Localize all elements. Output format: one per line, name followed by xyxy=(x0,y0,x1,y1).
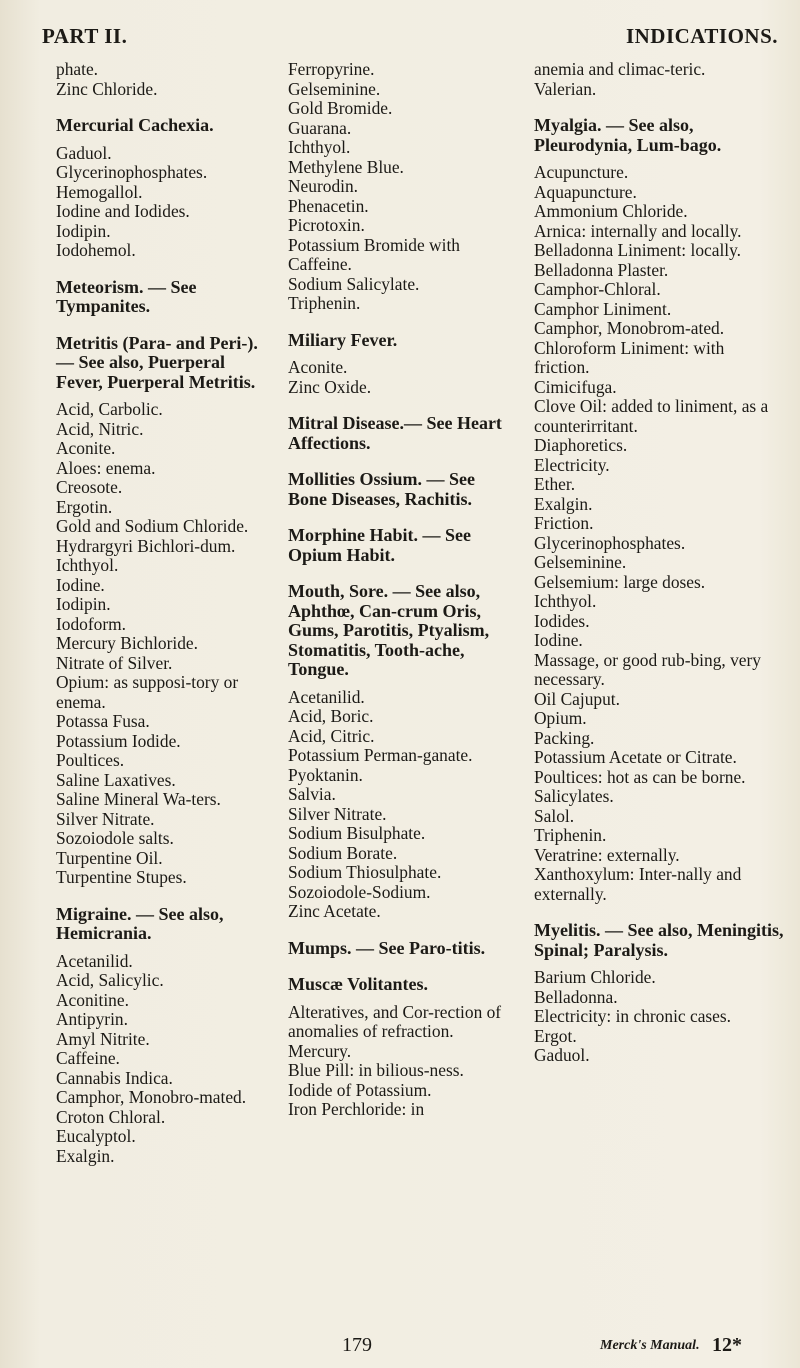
remedy-item: Glycerinophosphates. xyxy=(534,532,686,553)
remedy-item: Exalgin. xyxy=(56,1145,115,1166)
remedy-item: Gaduol. xyxy=(534,1045,590,1065)
remedy-item: Salvia. xyxy=(288,784,336,804)
remedy-item: Gaduol. xyxy=(56,142,112,163)
remedy-item: Gelseminine. xyxy=(288,78,381,99)
remedy-item: Ichthyol. xyxy=(56,555,119,575)
index-entry xyxy=(288,582,518,922)
remedy-item: Barium Chloride. xyxy=(534,967,656,987)
remedy-item: Eucalyptol. xyxy=(56,1126,136,1146)
entry-heading: Mollities Ossium. — See Bone Diseases, Rachitis. xyxy=(288,469,475,509)
index-entry xyxy=(288,939,518,959)
remedy-item: Iodipin. xyxy=(56,594,111,614)
remedy-item: Xanthoxylum: Inter-nally and externally. xyxy=(534,864,742,904)
remedy-item: Camphor-Chloral. xyxy=(534,279,661,299)
remedy-item: Zinc Oxide. xyxy=(288,376,372,397)
remedy-item: Potassa Fusa. xyxy=(56,711,150,731)
remedy-item: Neurodin. xyxy=(288,176,359,196)
entry-heading: Mitral Disease.— See Heart Affections. xyxy=(288,413,502,453)
remedy-item: Hydrargyri Bichlori-dum. xyxy=(56,535,236,556)
index-entry xyxy=(56,116,276,261)
remedy-item: Electricity. xyxy=(534,454,610,475)
remedy-item: Cannabis Indica. xyxy=(56,1067,173,1088)
remedy-item: Salicylates. xyxy=(534,786,614,806)
remedy-item: Camphor, Monobro-mated. xyxy=(56,1087,247,1107)
remedy-item: Sozoiodole-Sodium. xyxy=(288,881,431,902)
remedy-item: anemia and climac-teric. xyxy=(534,59,706,79)
entry-heading: Mumps. — See Paro-titis. xyxy=(288,937,486,958)
remedy-item: Valerian. xyxy=(534,78,597,99)
remedy-item: Saline Mineral Wa-ters. xyxy=(56,789,221,809)
remedy-item: Saline Laxatives. xyxy=(56,769,176,790)
remedy-item: Sodium Bisulphate. xyxy=(288,823,426,843)
remedy-item: Ergotin. xyxy=(56,496,113,517)
remedy-item: Alteratives, and Cor-rection of anomalies of refraction. xyxy=(288,1001,502,1041)
remedy-item: Blue Pill: in bilious-ness. xyxy=(288,1060,464,1080)
remedy-item: Turpentine Stupes. xyxy=(56,867,187,887)
remedy-item: Oil Cajuput. xyxy=(534,688,620,709)
remedy-item: Poultices. xyxy=(56,750,125,770)
remedy-item: Nitrate of Silver. xyxy=(56,652,173,673)
entry-heading: Miliary Fever. xyxy=(288,329,398,350)
remedy-item: phate. xyxy=(56,59,99,79)
remedy-item: Caffeine. xyxy=(56,1048,120,1068)
entry-heading: Meteorism. — See Tympanites. xyxy=(56,276,197,316)
entry-heading: Myelitis. — See also, Meningitis, Spinal; Paralysis. xyxy=(534,920,784,960)
remedy-item: Acetanilid. xyxy=(288,686,365,707)
remedy-item: Ether. xyxy=(534,474,576,494)
remedy-item: Belladonna. xyxy=(534,986,618,1007)
remedy-item: Iodide of Potassium. xyxy=(288,1079,432,1100)
entry-heading: Migraine. — See also, Hemicrania. xyxy=(56,903,224,943)
remedy-item: Ammonium Chloride. xyxy=(534,201,688,221)
remedy-item: Aconitine. xyxy=(56,989,129,1010)
remedy-item: Camphor Liniment. xyxy=(534,298,672,319)
remedy-item: Iron Perchloride: in xyxy=(288,1099,425,1119)
index-entry xyxy=(288,60,518,314)
remedy-item: Belladonna Plaster. xyxy=(534,259,669,280)
entry-heading: Mercurial Cachexia. xyxy=(56,115,214,135)
index-entry xyxy=(56,905,276,1167)
remedy-item: Iodine. xyxy=(534,630,583,650)
remedy-item: Iodides. xyxy=(534,610,590,631)
remedy-item: Ichthyol. xyxy=(534,591,597,611)
column-2 xyxy=(288,60,518,1137)
running-header-right: INDICATIONS. xyxy=(625,24,778,48)
entry-heading: Metritis (Para- and Peri-). — See also, Puerperal Fever, Puerperal Metritis. xyxy=(56,332,258,392)
remedy-item: Iodoform. xyxy=(56,613,127,634)
signature-mark: Merck's Manual. xyxy=(600,1338,700,1353)
remedy-item: Antipyrin. xyxy=(56,1009,128,1029)
remedy-item: Silver Nitrate. xyxy=(56,808,155,829)
index-entry xyxy=(288,470,518,509)
remedy-item: Acid, Citric. xyxy=(288,725,375,746)
remedy-item: Creosote. xyxy=(56,477,123,497)
remedy-item: Triphenin. xyxy=(288,293,361,313)
remedy-item: Acetanilid. xyxy=(56,950,133,971)
remedy-item: Hemogallol. xyxy=(56,181,143,202)
remedy-item: Diaphoretics. xyxy=(534,435,628,455)
remedy-item: Gelsemium: large doses. xyxy=(534,571,706,592)
column-3 xyxy=(534,60,784,1083)
remedy-item: Phenacetin. xyxy=(288,195,369,216)
remedy-item: Aloes: enema. xyxy=(56,457,156,478)
index-entry xyxy=(288,975,518,1120)
index-entry xyxy=(56,60,276,99)
remedy-item: Friction. xyxy=(534,513,594,533)
remedy-item: Zinc Acetate. xyxy=(288,901,381,921)
remedy-item: Aquapuncture. xyxy=(534,181,637,202)
remedy-item: Iodipin. xyxy=(56,220,111,241)
index-entry xyxy=(288,414,518,453)
remedy-item: Acid, Salicylic. xyxy=(56,970,164,990)
remedy-item: Mercury Bichloride. xyxy=(56,633,198,653)
remedy-item: Acid, Carbolic. xyxy=(56,399,163,419)
page-number: 179 xyxy=(342,1334,372,1356)
remedy-item: Croton Chloral. xyxy=(56,1106,166,1127)
remedy-item: Gold and Sodium Chloride. xyxy=(56,516,249,536)
remedy-item: Ichthyol. xyxy=(288,137,351,157)
remedy-item: Methylene Blue. xyxy=(288,156,404,177)
entry-heading: Mouth, Sore. — See also, Aphthœ, Can-crum Oris, Gums, Parotitis, Ptyalism, Stomatitis, Tooth-ache, Tongue. xyxy=(288,581,490,679)
signature-number: 12* xyxy=(712,1334,742,1356)
remedy-item: Pyoktanin. xyxy=(288,764,363,785)
remedy-item: Poultices: hot as can be borne. xyxy=(534,766,746,787)
remedy-item: Picrotoxin. xyxy=(288,215,365,235)
remedy-item: Triphenin. xyxy=(534,825,607,845)
remedy-item: Cimicifuga. xyxy=(534,376,617,397)
column-1 xyxy=(56,60,276,1183)
remedy-item: Sodium Salicylate. xyxy=(288,273,420,294)
remedy-item: Acid, Boric. xyxy=(288,706,374,726)
remedy-item: Potassium Perman-ganate. xyxy=(288,745,473,765)
remedy-item: Clove Oil: added to liniment, as a counterirritant. xyxy=(534,396,769,436)
remedy-item: Amyl Nitrite. xyxy=(56,1028,150,1049)
remedy-item: Exalgin. xyxy=(534,493,593,514)
remedy-item: Iodohemol. xyxy=(56,240,136,260)
remedy-item: Mercury. xyxy=(288,1040,352,1061)
running-header-left: PART II. xyxy=(42,24,128,48)
remedy-item: Silver Nitrate. xyxy=(288,803,387,824)
index-entry xyxy=(534,116,784,904)
remedy-item: Belladonna Liniment: locally. xyxy=(534,240,742,260)
remedy-item: Veratrine: externally. xyxy=(534,844,680,865)
remedy-item: Packing. xyxy=(534,727,595,748)
index-entry xyxy=(534,921,784,1066)
remedy-item: Iodine and Iodides. xyxy=(56,201,190,221)
remedy-item: Opium: as supposi-tory or enema. xyxy=(56,672,239,712)
remedy-item: Zinc Chloride. xyxy=(56,78,158,99)
entry-heading: Myalgia. — See also, Pleurodynia, Lum-bago. xyxy=(534,115,722,155)
remedy-item: Salol. xyxy=(534,805,575,826)
remedy-item: Gold Bromide. xyxy=(288,98,393,118)
remedy-item: Glycerinophosphates. xyxy=(56,162,208,182)
remedy-item: Sodium Borate. xyxy=(288,842,398,863)
remedy-item: Ergot. xyxy=(534,1025,577,1046)
remedy-item: Potassium Bromide with Caffeine. xyxy=(288,234,460,274)
remedy-item: Aconite. xyxy=(56,438,116,458)
remedy-item: Turpentine Oil. xyxy=(56,847,163,868)
remedy-item: Acupuncture. xyxy=(534,162,629,182)
remedy-item: Potassium Acetate or Citrate. xyxy=(534,747,737,767)
index-entry xyxy=(534,60,784,99)
remedy-item: Sozoiodole salts. xyxy=(56,828,174,848)
remedy-item: Guarana. xyxy=(288,117,352,138)
remedy-item: Gelseminine. xyxy=(534,552,627,572)
remedy-item: Opium. xyxy=(534,708,587,728)
remedy-item: Camphor, Monobrom-ated. xyxy=(534,318,725,338)
remedy-item: Aconite. xyxy=(288,357,348,377)
remedy-item: Chloroform Liniment: with friction. xyxy=(534,337,725,377)
entry-heading: Morphine Habit. — See Opium Habit. xyxy=(288,525,471,565)
remedy-item: Massage, or good rub-bing, very necessary. xyxy=(534,649,761,689)
index-entry xyxy=(56,278,276,317)
remedy-item: Ferropyrine. xyxy=(288,59,375,79)
remedy-item: Electricity: in chronic cases. xyxy=(534,1006,732,1026)
index-entry xyxy=(288,526,518,565)
remedy-item: Arnica: internally and locally. xyxy=(534,220,742,241)
index-entry xyxy=(56,334,276,888)
remedy-item: Sodium Thiosulphate. xyxy=(288,862,442,882)
entry-heading: Muscæ Volitantes. xyxy=(288,974,429,994)
index-entry xyxy=(288,331,518,398)
remedy-item: Iodine. xyxy=(56,574,105,595)
remedy-item: Potassium Iodide. xyxy=(56,730,181,751)
remedy-item: Acid, Nitric. xyxy=(56,418,144,439)
